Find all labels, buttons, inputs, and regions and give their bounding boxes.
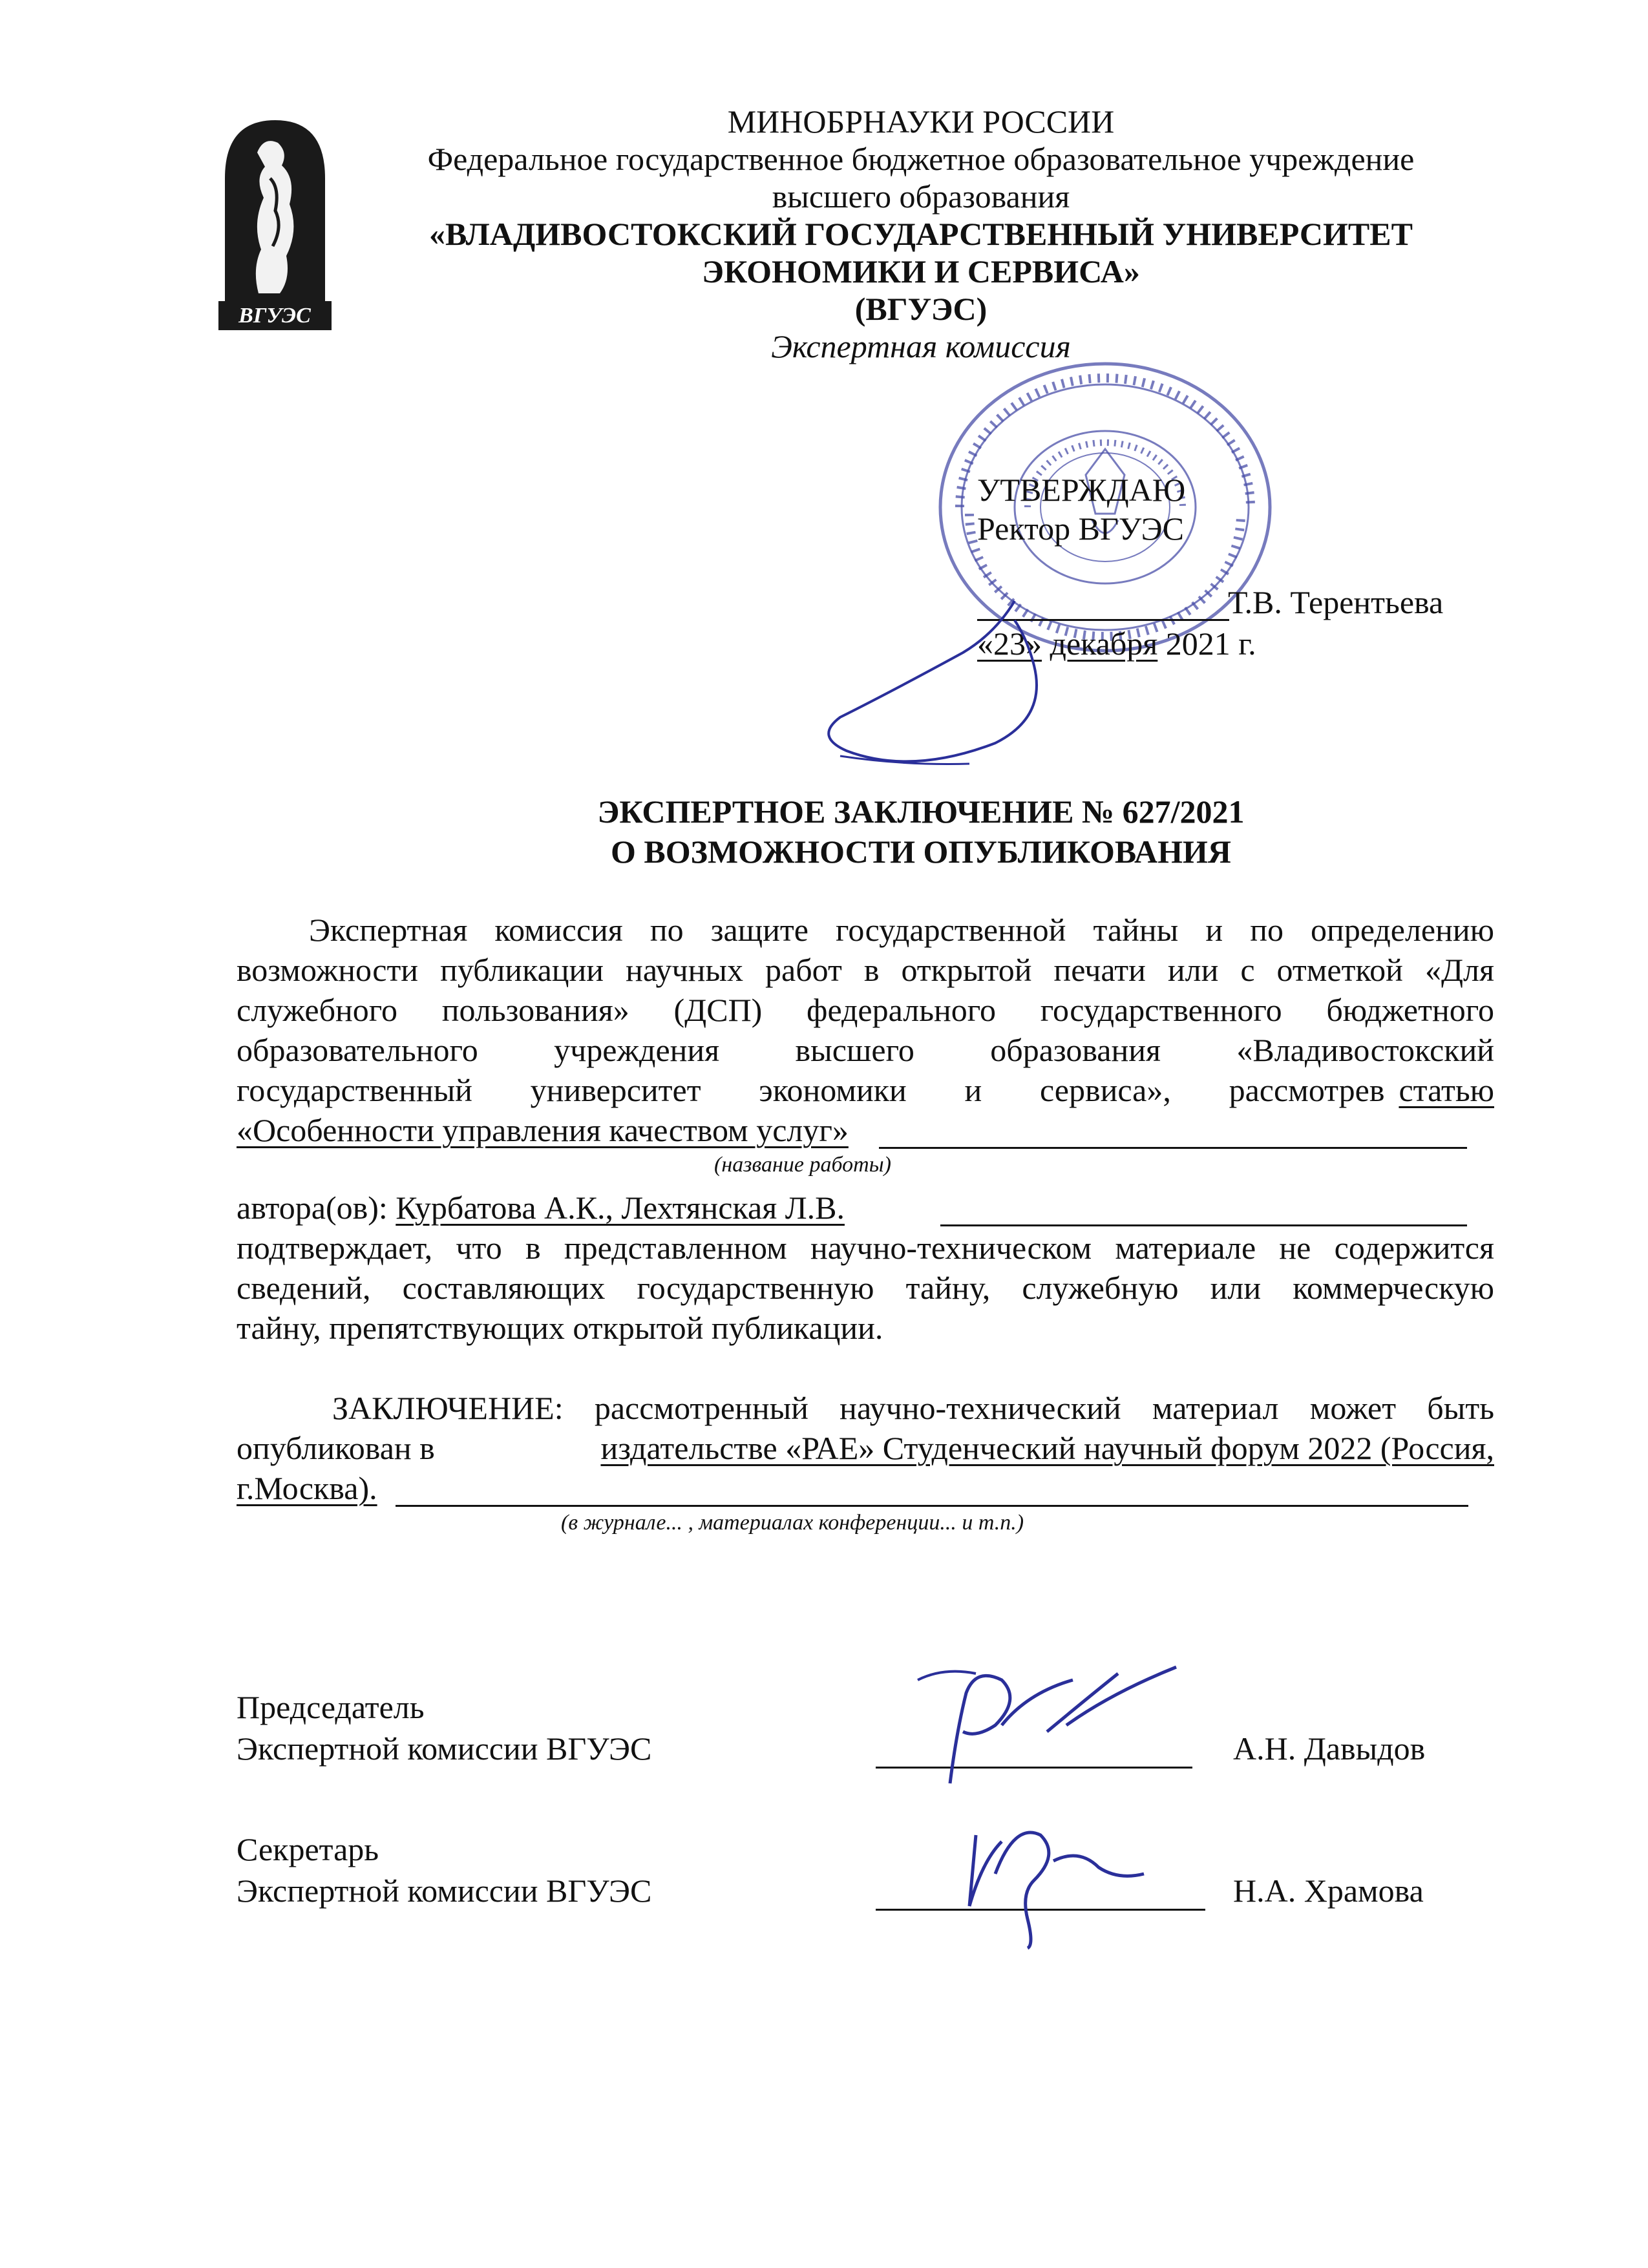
authors-fill-line [940,1224,1467,1226]
logo-text: ВГУЭС [238,304,311,328]
work-title-caption: (название работы) [714,1153,891,1177]
authors-names: Курбатова А.К., Лехтянская Л.В. [396,1190,845,1226]
rector-signature [801,582,1137,788]
approval-date-day: «23» [977,625,1042,662]
chair-signature [905,1654,1209,1800]
authors-row [237,1188,1494,1228]
publication-venue: издательстве «РАЕ» Студенческий научный форум 2022 (Россия, [600,1430,1494,1466]
publication-caption: (в журнале... , материалах конференции... и т.п.) [561,1511,1024,1535]
conclusion-fill-line [396,1505,1468,1507]
document-kind: статью [1399,1072,1494,1108]
work-title-row [237,1110,1494,1150]
conclusion-line-2 [237,1428,1494,1468]
university-abbreviation: (ВГУЭС) [854,291,988,327]
conclusion-line-1: ЗАКЛЮЧЕНИЕ: рассмотренный научно-технический материал может быть [332,1390,1494,1426]
statement-line-1: подтверждает, что в представленном научно-техническом материале не содержится [237,1230,1494,1266]
secretary-signature [931,1783,1176,1955]
chair-role-line1: Председатель [237,1689,425,1725]
body-line-3: служебного пользования» (ДСП) федерального государственного бюджетного [237,992,1494,1028]
chair-name: А.Н. Давыдов [1233,1730,1426,1767]
statement-line-2: сведений, составляющих государственную тайну, служебную или коммерческую [237,1270,1494,1306]
body-line-4: образовательного учреждения высшего образования «Владивостокский [237,1032,1494,1068]
secretary-name: Н.А. Храмова [1233,1873,1424,1909]
publication-city: г.Москва). [237,1470,377,1506]
approver-position: Ректор ВГУЭС [977,510,1185,547]
approver-name: Т.В. Терентьева [1228,584,1444,620]
document-title: ЭКСПЕРТНОЕ ЗАКЛЮЧЕНИЕ № 627/2021 [597,793,1245,830]
university-name-line2: ЭКОНОМИКИ И СЕРВИСА» [702,253,1140,289]
conclusion-line-3 [237,1468,1494,1508]
body-line-1: Экспертная комиссия по защите государственной тайны и по определению [309,912,1494,948]
approve-label: УТВЕРЖДАЮ [977,472,1186,508]
document-subtitle: О ВОЗМОЖНОСТИ ОПУБЛИКОВАНИЯ [610,834,1232,870]
secretary-role-line2: Экспертной комиссии ВГУЭС [237,1873,652,1909]
commission-name: Экспертная комиссия [771,328,1071,364]
body-line-5 [237,1070,1494,1110]
institution-type-line1: Федеральное государственное бюджетное образовательное учреждение [427,141,1415,177]
approval-date-year: 2021 г. [1157,625,1256,662]
institution-type-line2: высшего образования [772,178,1070,215]
chair-role-line2: Экспертной комиссии ВГУЭС [237,1730,652,1767]
authors-label: автора(ов): [237,1190,388,1226]
approval-date-month: декабря [1050,625,1158,662]
body-line-2: возможности публикации научных работ в открытой печати или с отметкой «Для [237,952,1494,988]
university-name-line1: «ВЛАДИВОСТОКСКИЙ ГОСУДАРСТВЕННЫЙ УНИВЕРСИТЕТ [429,216,1413,252]
conclusion-line-2-prefix: опубликован в [237,1430,435,1466]
ministry-name: МИНОБРНАУКИ РОССИИ [727,103,1115,140]
body-line-5-text: государственный университет экономики и сервиса», рассмотрев [237,1072,1385,1108]
secretary-role-line1: Секретарь [237,1831,379,1867]
work-title-fill-line [879,1147,1467,1149]
work-title: «Особенности управления качеством услуг» [237,1112,849,1148]
statement-line-3: тайну, препятствующих открытой публикации. [237,1310,883,1346]
